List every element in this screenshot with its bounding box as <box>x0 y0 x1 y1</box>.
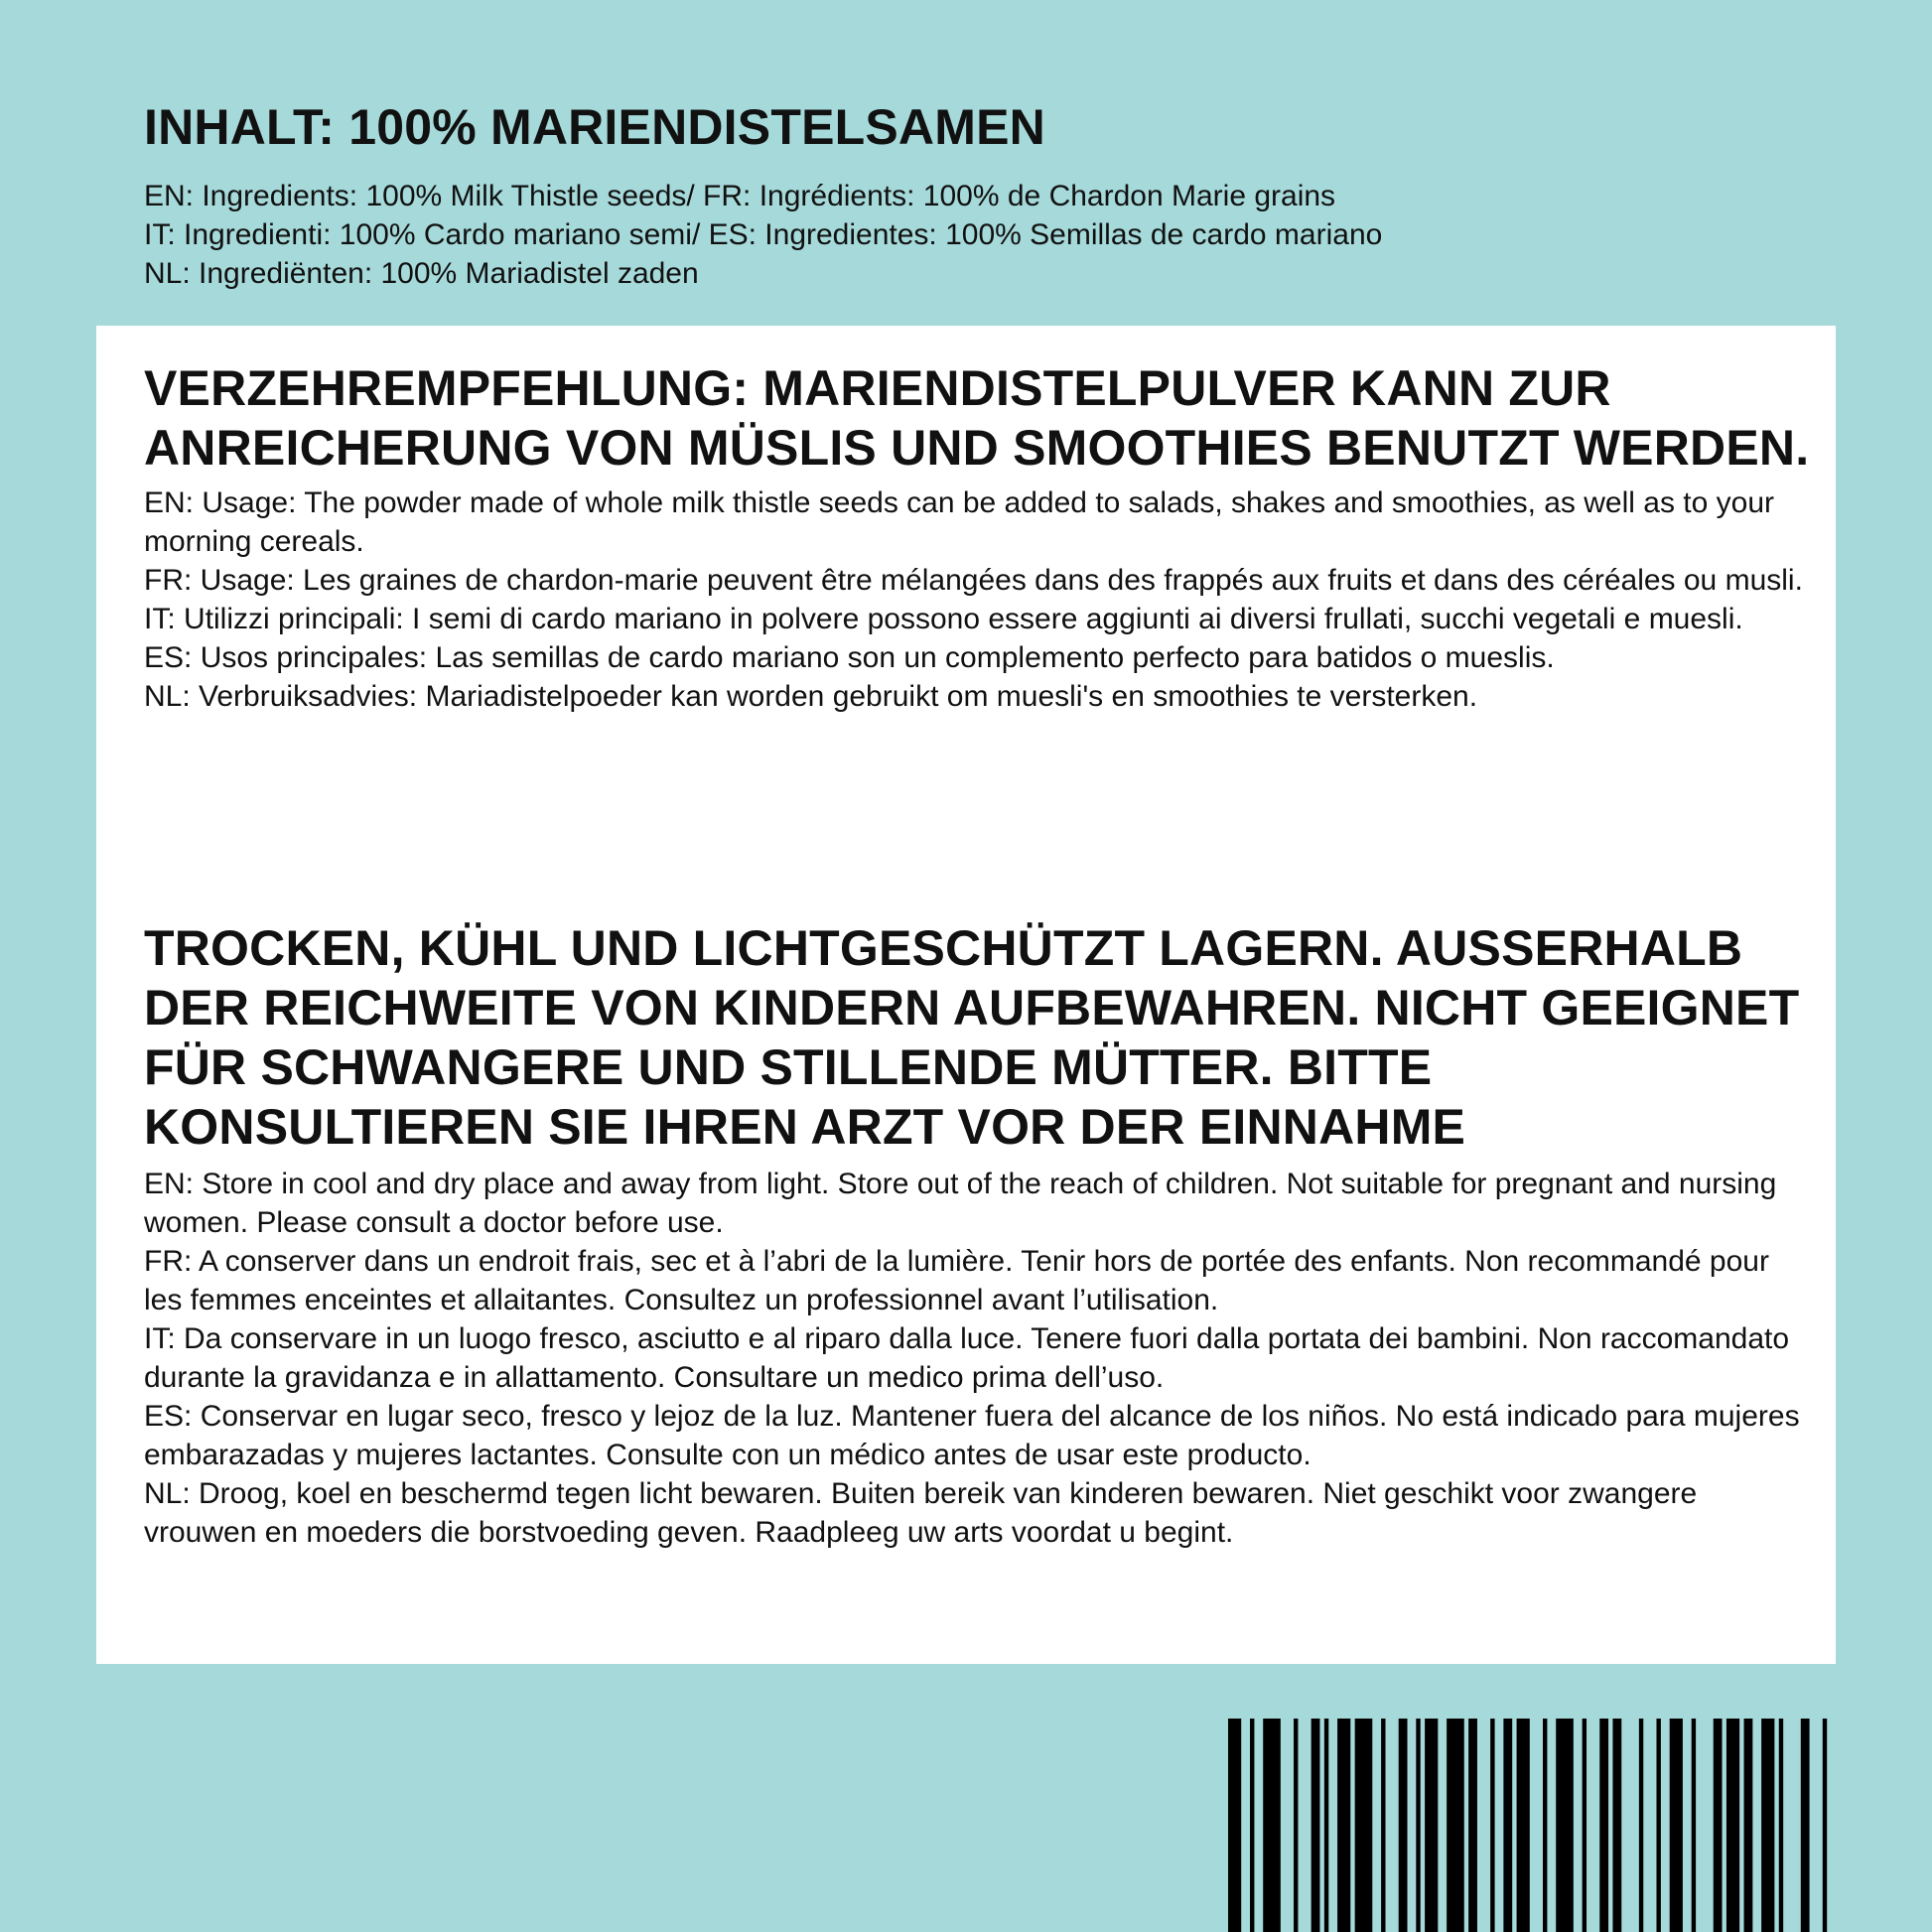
storage-nl: NL: Droog, koel en beschermd tegen licht bewaren. Buiten bereik van kinderen bewaren. Niet geschikt voor zwangere vrouwen en moeders die borstvoeding geven. Raadpleeg uw arts voordat u begint. <box>144 1477 1698 1549</box>
barcode-bar <box>1692 1719 1696 1932</box>
barcode-bar <box>1416 1719 1420 1932</box>
barcode-bar <box>1447 1719 1464 1932</box>
barcode-bar <box>1779 1719 1783 1932</box>
barcode-bar <box>1294 1719 1298 1932</box>
barcode-bar <box>1543 1719 1547 1932</box>
barcode-bar <box>1399 1719 1408 1932</box>
barcode-bar <box>1801 1719 1810 1932</box>
barcode-bar <box>1250 1719 1254 1932</box>
storage-title: TROCKEN, KÜHL UND LICHTGESCHÜTZT LAGERN. AUSSERHALB DER REICHWEITE VON KINDERN AUFBEWAHREN. NICHT GEEIGNET FÜR SCHWANGERE UND STILLENDE MÜTTER. BITTE KONSULTIEREN SIE IHREN ARZT VOR DER EINNAHME <box>144 920 1800 1155</box>
barcode-bar <box>1823 1719 1827 1932</box>
usage-nl: NL: Verbruiksadvies: Mariadistelpoeder kan worden gebruikt om muesli's en smoothies te versterken. <box>144 680 1478 713</box>
storage-es: ES: Conservar en lugar seco, fresco y lejoz de la luz. Mantener fuera del alcance de los niños. No está indicado para mujeres embarazadas y mujeres lactantes. Consulte con un médico antes de usar este producto. <box>144 1400 1800 1471</box>
usage-title: VERZEHREMPFEHLUNG: MARIENDISTELPULVER KANN ZUR ANREICHERUNG VON MÜSLIS UND SMOOTHIES BENUTZT WERDEN. <box>144 360 1810 476</box>
ingredients-line-1: EN: Ingredients: 100% Milk Thistle seeds/ FR: Ingrédients: 100% de Chardon Marie grains <box>144 179 1336 212</box>
barcode-bar <box>1583 1719 1587 1932</box>
info-panel <box>96 326 1836 1664</box>
ingredients-line-2: IT: Ingredienti: 100% Cardo mariano semi/ ES: Ingredientes: 100% Semillas de cardo mariano <box>144 217 1383 251</box>
ingredients-title: INHALT: 100% MARIENDISTELSAMEN <box>144 99 1045 155</box>
barcode-bar <box>1612 1719 1621 1932</box>
barcode-bar <box>1425 1719 1438 1932</box>
barcode-bar <box>1311 1719 1320 1932</box>
barcode-bar <box>1490 1719 1494 1932</box>
usage-en: EN: Usage: The powder made of whole milk thistle seeds can be added to salads, shakes and smoothies, as well as to your morning cereals. <box>144 486 1775 558</box>
barcode-bar <box>1337 1719 1350 1932</box>
barcode-bar <box>1714 1719 1723 1932</box>
barcode-bar <box>1503 1719 1512 1932</box>
barcode-bar <box>1670 1719 1683 1932</box>
usage-section <box>144 358 1812 716</box>
barcode-bar <box>1761 1719 1774 1932</box>
storage-section <box>144 918 1812 1552</box>
barcode-bar <box>1639 1719 1643 1932</box>
usage-it: IT: Utilizzi principali: I semi di cardo mariano in polvere possono essere aggiunti ai diversi frullati, succhi vegetali e muesli. <box>144 603 1743 635</box>
barcode-bar <box>1324 1719 1328 1932</box>
barcode-bar <box>1355 1719 1373 1932</box>
barcode-bar <box>1228 1719 1241 1932</box>
barcode-bar <box>1517 1719 1530 1932</box>
storage-it: IT: Da conservare in un luogo fresco, asciutto e al riparo dalla luce. Tenere fuori dalla portata dei bambini. Non raccomandato durante la gravidanza e in allattamento. Consultare un medico prima dell’uso. <box>144 1322 1790 1394</box>
barcode-bar <box>1599 1719 1608 1932</box>
barcode-bar <box>1263 1719 1281 1932</box>
barcode-bar <box>1381 1719 1385 1932</box>
barcode-bar <box>1744 1719 1753 1932</box>
storage-en: EN: Store in cool and dry place and away from light. Store out of the reach of children. Not suitable for pregnant and nursing women. Please consult a doctor before use. <box>144 1168 1777 1239</box>
usage-es: ES: Usos principales: Las semillas de cardo mariano son un complemento perfecto para batidos o mueslis. <box>144 641 1555 674</box>
usage-fr: FR: Usage: Les graines de chardon-marie peuvent être mélangées dans des frappés aux fruits et dans des céréales ou musli. <box>144 564 1803 597</box>
barcode-bar <box>1556 1719 1574 1932</box>
barcode-bar <box>1656 1719 1660 1932</box>
storage-fr: FR: A conserver dans un endroit frais, sec et à l’abri de la lumière. Tenir hors de portée des enfants. Non recommandé pour les femmes enceintes et allaitantes. Consultez un professionnel avant l’utilisation. <box>144 1245 1769 1316</box>
barcode-icon <box>1228 1719 1836 1932</box>
barcode-bar <box>1726 1719 1739 1932</box>
barcode-bar <box>1468 1719 1477 1932</box>
ingredients-section <box>144 99 1832 293</box>
ingredients-line-3: NL: Ingrediënten: 100% Mariadistel zaden <box>144 256 699 290</box>
